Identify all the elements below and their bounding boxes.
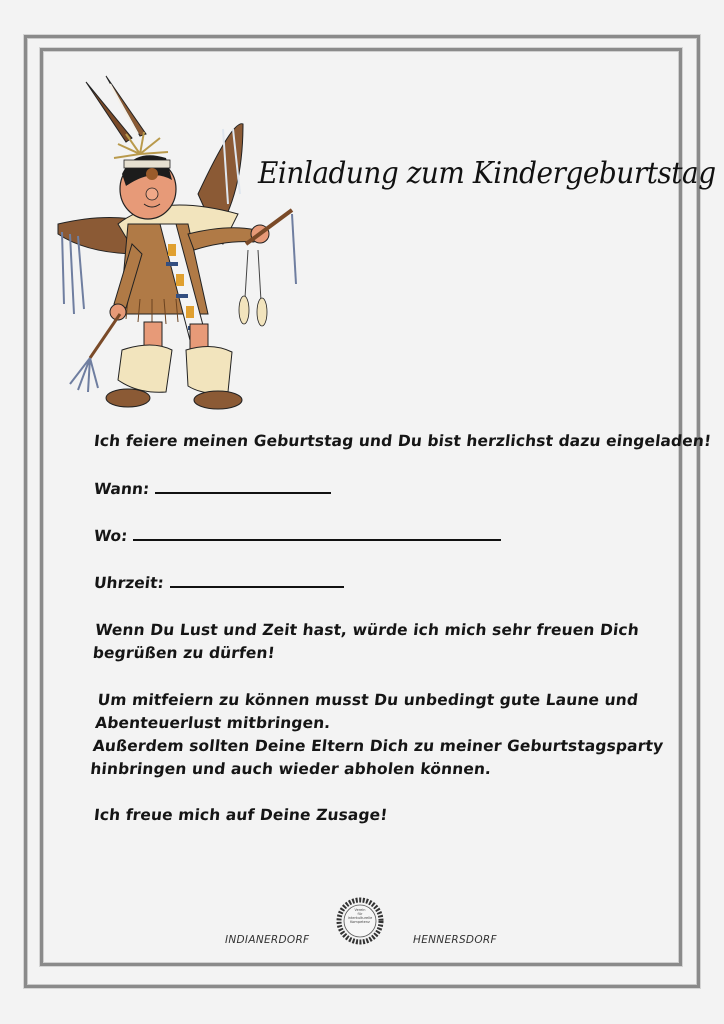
paragraph-line: hinbringen und auch wieder abholen können. xyxy=(89,760,493,778)
wann-label: Wann: xyxy=(93,480,151,498)
association-logo xyxy=(333,894,387,948)
paragraph-line: Ich freue mich auf Deine Zusage! xyxy=(93,806,389,824)
uhrzeit-input[interactable] xyxy=(170,586,344,588)
field-row-uhrzeit xyxy=(94,574,344,592)
paragraph-welcome xyxy=(92,619,640,665)
paragraph-requirements xyxy=(89,689,669,781)
footer-right-text: HENNERSDORF xyxy=(413,934,497,946)
intro-text: Ich feiere meinen Geburtstag und Du bist herzlichst dazu eingeladen! xyxy=(93,432,713,450)
uhrzeit-label: Uhrzeit: xyxy=(93,574,165,592)
footer-left-text: INDIANERDORF xyxy=(225,934,310,946)
paragraph-line: Um mitfeiern zu können musst Du unbedingt gute Laune und xyxy=(96,691,640,709)
logo-text: Verein für interkulturelle Kompetenz xyxy=(347,908,373,924)
field-row-wann xyxy=(94,480,331,498)
paragraph-line: Wenn Du Lust und Zeit hast, würde ich mich sehr freuen Dich xyxy=(94,621,640,639)
paragraph-line: Außerdem sollten Deine Eltern Dich zu meiner Geburtstagsparty xyxy=(91,737,665,755)
paragraph-line: Abenteuerlust mitbringen. xyxy=(94,714,332,732)
invitation-title: Einladung zum Kindergeburtstag xyxy=(258,156,716,191)
wo-label: Wo: xyxy=(93,527,129,545)
paragraph-closing xyxy=(93,804,389,827)
paragraph-line: begrüßen zu dürfen! xyxy=(91,644,276,662)
native-dancer-illustration xyxy=(48,74,300,414)
wo-input[interactable] xyxy=(133,539,501,541)
wann-input[interactable] xyxy=(155,492,331,494)
field-row-wo xyxy=(94,527,501,545)
